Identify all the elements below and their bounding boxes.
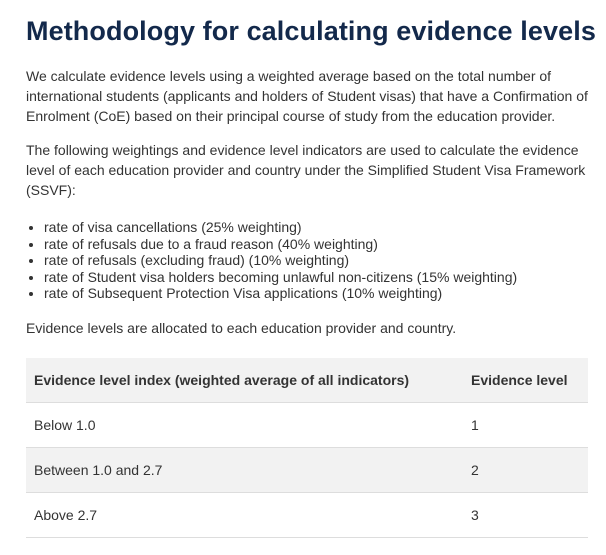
index-cell: Between 1.0 and 2.7 — [26, 448, 463, 493]
allocation-paragraph: Evidence levels are allocated to each education provider and country. — [26, 320, 457, 336]
list-item: • rate of Student visa holders becoming unlawful non-citizens (15% weighting) — [44, 269, 588, 286]
column-header-index: Evidence level index (weighted average of all indicators) — [26, 358, 463, 403]
list-item: • rate of visa cancellations (25% weighting) — [44, 219, 588, 236]
table-row — [26, 448, 588, 493]
list-item: • rate of Subsequent Protection Visa applications (10% weighting) — [44, 285, 588, 302]
table-header-row — [26, 358, 588, 403]
table-row — [26, 403, 588, 448]
level-cell: 3 — [463, 493, 588, 538]
evidence-level-table — [26, 358, 588, 538]
page-title: Methodology for calculating evidence levels — [26, 16, 596, 46]
level-cell: 2 — [463, 448, 588, 493]
level-cell: 1 — [463, 403, 588, 448]
intro-paragraph: We calculate evidence levels using a weighted average based on the total number of international students (applicants and holders of Student visas) that have a Confirmation of Enrolment (CoE) based on their principal course of study from the education provider. — [26, 68, 588, 124]
weightings-intro-paragraph: The following weightings and evidence level indicators are used to calculate the evidence level of each education provider and country under the Simplified Student Visa Framework (SSVF): — [26, 142, 586, 198]
index-cell: Above 2.7 — [26, 493, 463, 538]
indicator-list — [26, 219, 588, 302]
list-item: • rate of refusals due to a fraud reason (40% weighting) — [44, 236, 588, 253]
list-item: • rate of refusals (excluding fraud) (10% weighting) — [44, 252, 588, 269]
column-header-level: Evidence level — [463, 358, 588, 403]
index-cell: Below 1.0 — [26, 403, 463, 448]
table-row — [26, 493, 588, 538]
